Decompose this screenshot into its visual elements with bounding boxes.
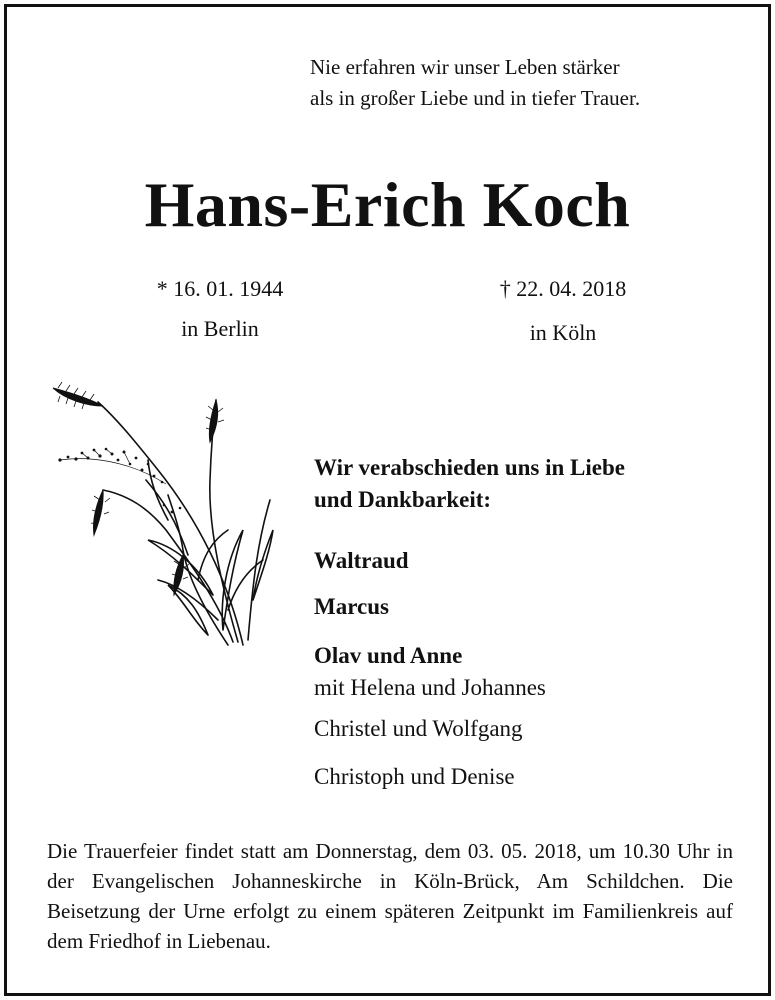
mourner-name: mit Helena und Johannes xyxy=(314,675,546,700)
mourner-name: Olav und Anne xyxy=(314,643,463,668)
mourner-name: Christoph und Denise xyxy=(314,764,515,789)
mourners-intro-line-1: Wir verabschieden uns in Liebe xyxy=(314,455,625,480)
mourner-name: Christel und Wolfgang xyxy=(314,716,523,741)
death-date: † 22. 04. 2018 xyxy=(499,276,627,301)
quote-line-2: als in großer Liebe und in tiefer Trauer. xyxy=(310,86,641,110)
death-place: in Köln xyxy=(529,320,597,345)
mourner-name: Marcus xyxy=(314,594,389,619)
mourners-intro xyxy=(314,452,625,516)
wheat-grain-sheaf-icon xyxy=(48,380,278,650)
birth-place: in Berlin xyxy=(181,316,259,341)
obituary-quote xyxy=(310,52,640,114)
birth-date: * 16. 01. 1944 xyxy=(156,276,284,301)
ceremony-details: Die Trauerfeier findet statt am Donnerstag, dem 03. 05. 2018, um 10.30 Uhr in der Evangelischen Johanneskirche in Köln-Brück, Am Schildchen. Die Beisetzung der Urne erfolgt zu einem späteren Zeitpunkt im Familienkreis auf dem Friedhof in Liebenau. xyxy=(47,839,733,953)
deceased-name: Hans-Erich Koch xyxy=(144,169,631,240)
mourners-intro-line-2: und Dankbarkeit: xyxy=(314,487,492,512)
mourner-name: Waltraud xyxy=(314,548,409,573)
quote-line-1: Nie erfahren wir unser Leben stärker xyxy=(310,55,620,79)
